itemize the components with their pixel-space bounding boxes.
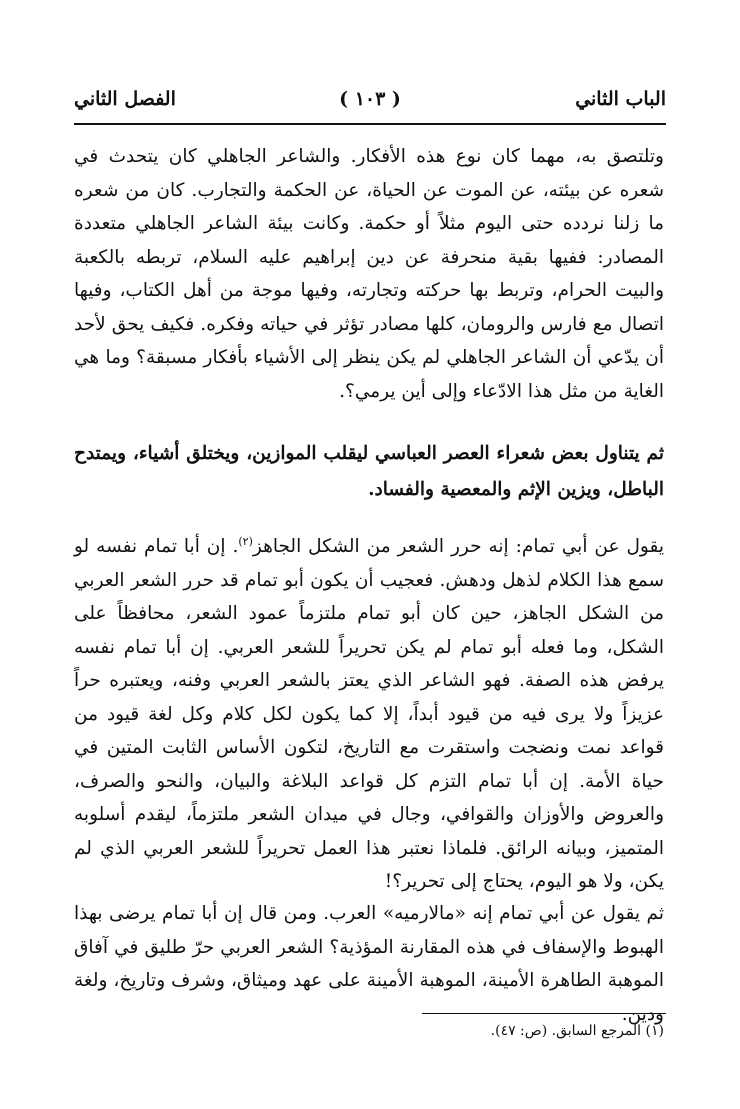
header-rule: [74, 123, 666, 125]
paragraph-3: [74, 525, 664, 899]
chapter-title: الباب الثاني: [575, 88, 666, 110]
paragraph-1: وتلتصق به، مهما كان نوع هذه الأفكار. والشاعر الجاهلي كان يتحدث في شعره عن بيئته، عن الموت عن الحياة، عن الحكمة والتجارب. كان من شعره ما زلنا نردده حتى اليوم مثلاً أو حكمة. وكانت بيئة الشاعر الجاهلي متعددة المصادر: ففيها بقية منحرفة عن دين إبراهيم عليه السلام، تربطه بالكعبة والبيت الحرام، وتربط بها حركته وتجارته، وفيها موجة من أهل الكتاب، وفيها اتصال مع فارس والرومان، كلها مصادر تؤثر في حياته وفكره. فكيف يحق لأحد أن يدّعي أن الشاعر الجاهلي لم يكن ينظر إلى الأشياء بأفكار مسبقة؟ وما هي الغاية من مثل هذا الادّعاء وإلى أين يرمي؟.: [74, 146, 664, 402]
paragraph-4: ثم يقول عن أبي تمام إنه «مالارميه» العرب. ومن قال إن أبا تمام يرضى بهذا الهبوط والإسفاف في هذه المقارنة المؤذية؟ الشعر العربي حرّ طليق في آفاق الموهبة الطاهرة الأمينة، الموهبة الأمينة على عهد وميثاق، وشرف وتاريخ، ولغة ودين.: [74, 903, 664, 1025]
paragraph-2-bold: ثم يتناول بعض شعراء العصر العباسي ليقلب الموازين، ويختلق أشياء، ويمتدح الباطل، ويزين الإثم والمعصية والفساد.: [74, 443, 664, 500]
footnote-marker: (٢): [238, 535, 253, 548]
section-title: الفصل الثاني: [74, 88, 176, 110]
running-header: [74, 88, 666, 120]
page-number: ( ١٠٣ ): [339, 88, 401, 110]
footnote: (١) المرجع السابق. (ص: ٤٧).: [490, 1023, 664, 1039]
paragraph-3-rest: . إن أبا تمام نفسه لو سمع هذا الكلام لذهل ودهش. فعجيب أن يكون أبو تمام قد حرر الشعر العربي من الشكل الجاهز، حين كان أبو تمام ملتزماً عمود الشعر، محافظاً على الشكل، وما فعله أبو تمام لم يكن تحريراً للشعر العربي. إن أبا تمام نفسه يرفض هذه الصفة. فهو الشاعر الذي يعتز بالشعر العربي وفنه، ويعتبره حراً عزيزاً ولا يرى فيه من قيود أبداً، إلا كما يكون لكل كلام وكل لغة قيود من قواعد نمت ونضجت واستقرت مع التاريخ، لتكون الأساس الثابت المتين في حياة الأمة. إن أبا تمام التزم كل قواعد البلاغة والبيان، والنحو والصرف، والعروض والأوزان والقوافي، وجال في ميدان الشعر ملتزماً، ليقدم أسلوبه المتميز، وبيانه الرائق. فلماذا نعتبر هذا العمل تحريراً للشعر العربي الذي لم يكن، ولا هو اليوم، يحتاج إلى تحرير؟!: [74, 536, 664, 893]
footnote-rule: [422, 1013, 666, 1014]
paragraph-3-start: يقول عن أبي تمام: إنه حرر الشعر من الشكل الجاهز: [252, 536, 664, 558]
